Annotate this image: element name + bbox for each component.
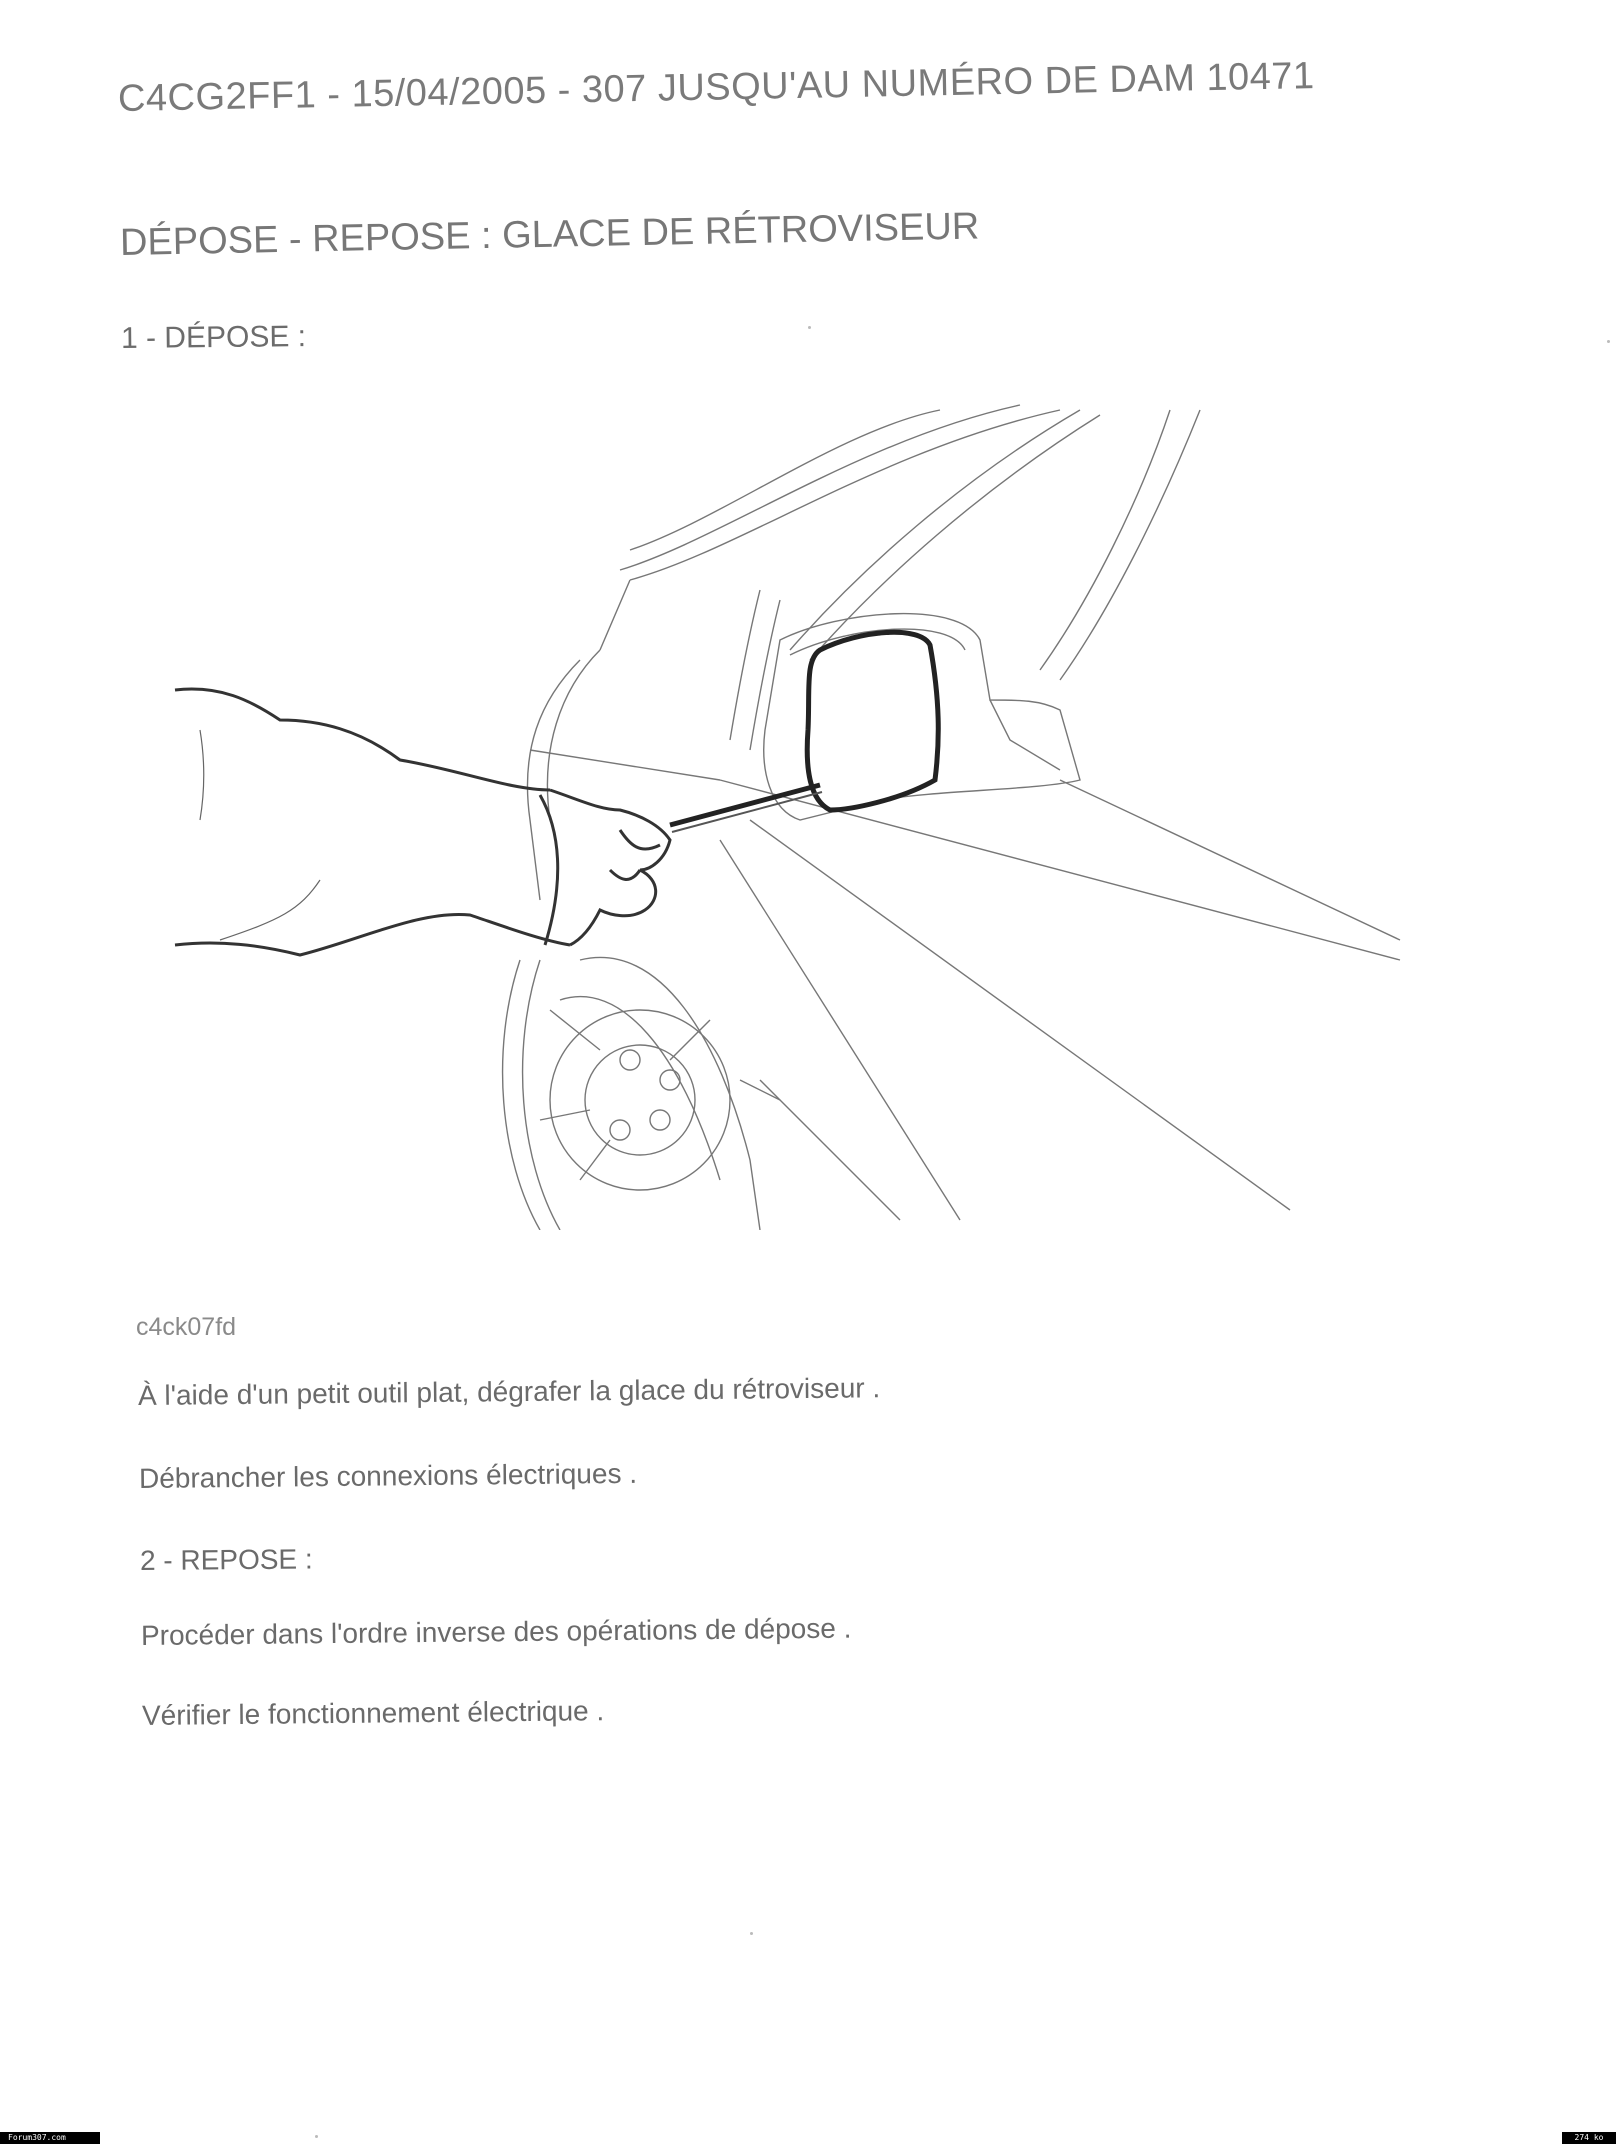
document-header: C4CG2FF1 - 15/04/2005 - 307 JUSQU'AU NUMÉRO DE DAM 10471 xyxy=(117,55,1315,120)
mirror-removal-illustration xyxy=(160,400,1420,1230)
scan-speck xyxy=(808,326,811,329)
step2-heading: 2 - REPOSE : xyxy=(139,1543,313,1576)
page-title: DÉPOSE - REPOSE : GLACE DE RÉTROVISEUR xyxy=(119,205,980,264)
figure-reference: c4ck07fd xyxy=(136,1313,237,1341)
step2-instruction-2: Vérifier le fonctionnement électrique . xyxy=(141,1695,605,1731)
footer-site-label: Forum307.com xyxy=(0,2132,100,2144)
step1-instruction-2: Débrancher les connexions électriques . xyxy=(138,1457,638,1494)
footer-size-label: 274 ko xyxy=(1562,2132,1616,2144)
scan-speck xyxy=(315,2135,318,2138)
step1-heading: 1 - DÉPOSE : xyxy=(120,320,307,355)
scan-speck xyxy=(750,1932,753,1935)
scan-speck xyxy=(1607,340,1610,343)
step2-instruction-1: Procéder dans l'ordre inverse des opérations de dépose . xyxy=(140,1612,852,1651)
step1-instruction-1: À l'aide d'un petit outil plat, dégrafer la glace du rétroviseur . xyxy=(137,1372,881,1411)
